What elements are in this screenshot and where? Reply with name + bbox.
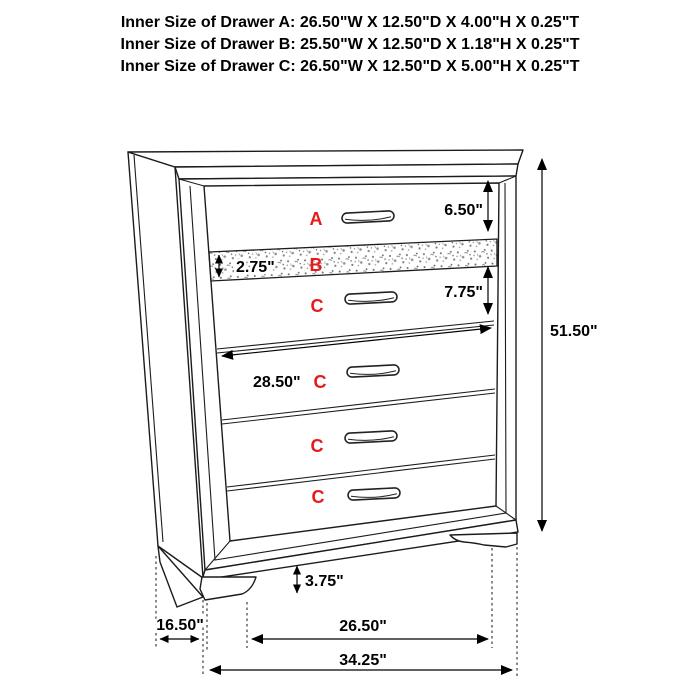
- drawer-handle: [348, 488, 400, 501]
- drawer-letter-c2: C: [313, 372, 327, 392]
- drawer-handle: [342, 211, 394, 224]
- width-between-legs-label: 26.50": [339, 618, 387, 635]
- drawer-letter-b: B: [309, 255, 323, 275]
- size-note-line-a: Inner Size of Drawer A: 26.50"W X 12.50"D X 4.00"H X 0.25"T: [120, 14, 580, 31]
- overall-width-label: 34.25": [339, 652, 387, 669]
- drawer-letter-c3: C: [310, 436, 324, 456]
- size-note-line-c: Inner Size of Drawer C: 26.50"W X 12.50"D X 5.00"H X 0.25"T: [120, 58, 580, 75]
- drawer-c-height-label: 7.75": [444, 284, 483, 301]
- overall-height-label: 51.50": [550, 323, 598, 340]
- drawer-handle: [347, 365, 399, 378]
- drawer-handle: [345, 431, 397, 444]
- drawer-opening: [204, 183, 499, 541]
- drawer-letter-c1: C: [310, 296, 324, 316]
- side-depth-label: 16.50": [156, 617, 204, 634]
- leg-height-label: 3.75": [305, 573, 344, 590]
- drawer-b-height-label: 2.75": [236, 259, 275, 276]
- drawer-width-label: 28.50": [253, 374, 301, 391]
- drawer-letter-a: A: [309, 209, 323, 229]
- drawer-a-height-label: 6.50": [444, 202, 483, 219]
- size-note-line-b: Inner Size of Drawer B: 25.50"W X 12.50"D X 1.18"H X 0.25"T: [120, 36, 580, 53]
- drawer-letter-c4: C: [311, 487, 325, 507]
- front-right-foot: [450, 533, 517, 547]
- drawer-handle: [345, 292, 397, 305]
- front-left-foot: [200, 577, 256, 600]
